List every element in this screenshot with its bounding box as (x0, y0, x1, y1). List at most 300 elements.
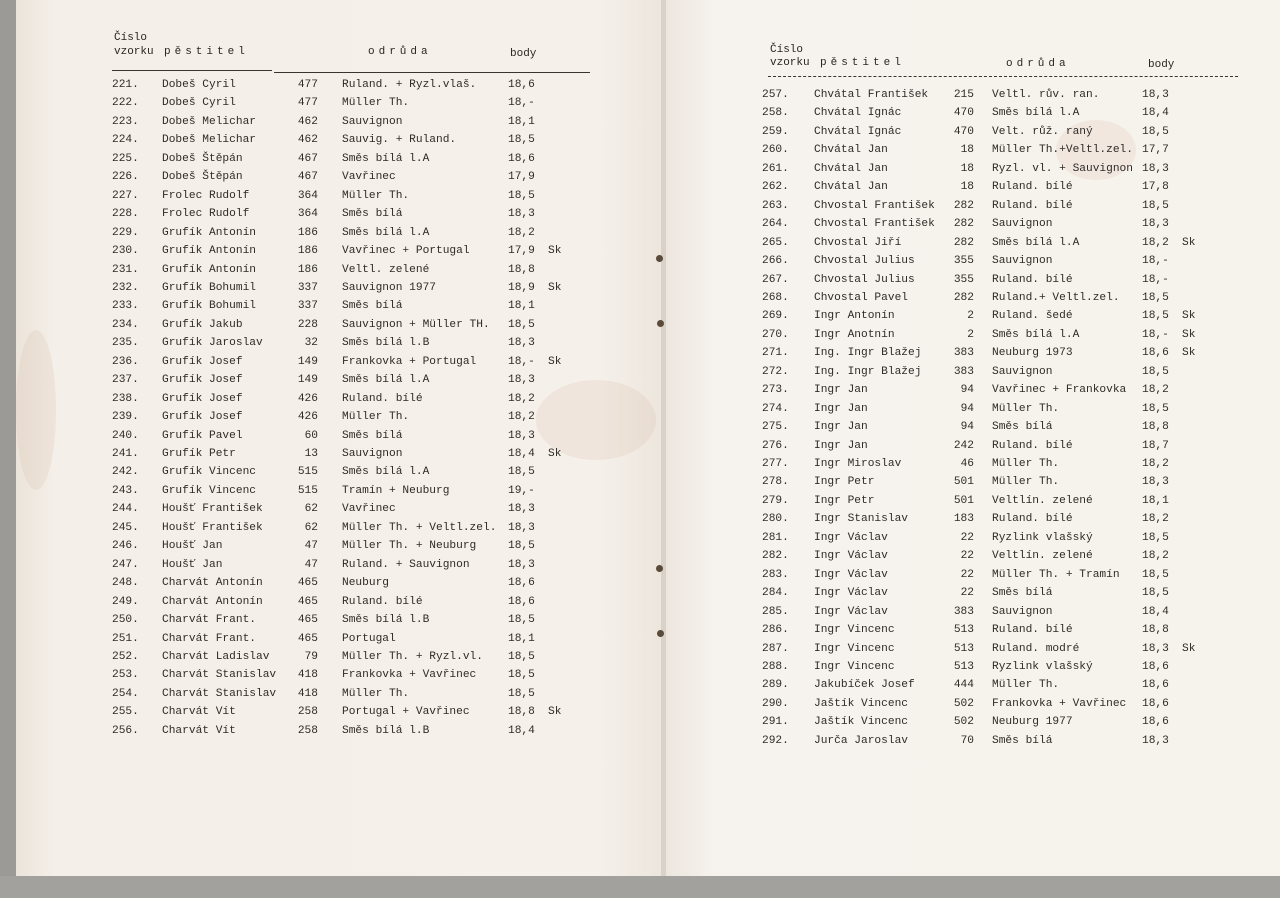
grower-name: Grufík Bohumil (162, 281, 256, 294)
grower-code: 62 (304, 503, 318, 516)
table-row (762, 215, 1272, 233)
points-score: 18,3 (508, 521, 535, 534)
table-row (112, 131, 664, 149)
table-row (762, 381, 1272, 399)
sample-number: 281. (762, 531, 789, 544)
sample-number: 231. (112, 263, 139, 276)
grower-code: 470 (953, 107, 974, 120)
table-row (112, 408, 664, 426)
table-row (762, 713, 1272, 731)
points-score: 18,1 (508, 300, 535, 313)
points-score: 18,3 (1142, 89, 1169, 101)
note-mark: Sk (1182, 310, 1196, 323)
wine-variety: Vavřinec (342, 171, 396, 184)
wine-variety: Portugal (342, 632, 396, 645)
wine-variety: Tramín + Neuburg (342, 484, 450, 497)
grower-code: 22 (960, 568, 974, 581)
sample-number: 245. (112, 521, 139, 534)
wine-variety: Vavřinec + Frankovka (992, 384, 1127, 397)
points-score: 18,5 (508, 614, 535, 627)
sample-number: 247. (112, 558, 139, 571)
sample-number: 229. (112, 226, 139, 239)
points-score: 18,3 (1142, 734, 1169, 747)
header-pestitel: pěstitel (164, 46, 249, 58)
grower-name: Ingr Jan (814, 439, 868, 452)
sample-number: 265. (762, 236, 789, 249)
grower-name: Chvostal František (814, 218, 935, 231)
left-page (16, 0, 664, 880)
sample-number: 243. (112, 484, 139, 497)
paper-stain (16, 330, 56, 490)
wine-variety: Směs bílá (342, 208, 403, 221)
wine-variety: Müller Th. + Neuburg (342, 540, 477, 553)
table-row (762, 307, 1272, 325)
table-row (112, 482, 664, 500)
grower-code: 501 (953, 494, 974, 507)
grower-name: Ingr Václav (814, 605, 888, 618)
grower-name: Charvát Frant. (162, 632, 256, 645)
page-bottom-edge (0, 876, 1280, 898)
grower-code: 47 (304, 558, 318, 571)
points-score: 18,6 (1142, 679, 1169, 692)
staple-hole (657, 630, 664, 637)
grower-code: 465 (297, 577, 318, 590)
grower-code: 470 (953, 125, 974, 138)
table-row (762, 197, 1272, 215)
sample-number: 225. (112, 152, 139, 165)
points-score: 18,3 (508, 429, 535, 442)
points-score: 18,6 (1142, 347, 1169, 360)
sample-number: 240. (112, 429, 139, 442)
points-score: 18,5 (508, 134, 535, 147)
wine-variety: Frankovka + Vavřinec (992, 697, 1127, 710)
table-row (762, 344, 1272, 362)
sample-number: 222. (112, 97, 139, 110)
points-score: 18,4 (1142, 107, 1169, 120)
table-row (112, 722, 664, 740)
grower-code: 465 (297, 632, 318, 645)
sample-number: 267. (762, 273, 789, 286)
note-mark: Sk (1182, 642, 1196, 655)
grower-name: Chvátal Ignác (814, 107, 902, 120)
grower-name: Chvátal Ignác (814, 125, 902, 138)
grower-name: Grufík Pavel (162, 429, 243, 442)
wine-variety: Sauvignon 1977 (342, 281, 436, 294)
sample-number: 288. (762, 660, 789, 673)
wine-variety: Frankovka + Portugal (342, 355, 477, 368)
wine-variety: Směs bílá (992, 421, 1053, 434)
grower-name: Charvát Frant. (162, 614, 256, 627)
table-row (762, 584, 1272, 602)
table-row (112, 390, 664, 408)
points-score: 18,7 (1142, 439, 1169, 452)
grower-code: 282 (953, 199, 974, 212)
table-row (762, 104, 1272, 122)
sample-number: 260. (762, 144, 789, 157)
table-row (762, 400, 1272, 418)
table-row (112, 574, 664, 592)
grower-code: 62 (304, 521, 318, 534)
wine-variety: Sauvignon (992, 605, 1053, 618)
table-row (762, 252, 1272, 270)
sample-number: 258. (762, 107, 789, 120)
grower-name: Grufík Josef (162, 374, 243, 387)
grower-name: Ingr Václav (814, 531, 888, 544)
table-row (112, 316, 664, 334)
table-row (112, 242, 664, 260)
grower-code: 515 (297, 466, 318, 479)
sample-number: 249. (112, 595, 139, 608)
points-score: 18,- (508, 97, 535, 110)
points-score: 18,8 (508, 706, 535, 719)
grower-code: 282 (953, 291, 974, 304)
wine-variety: Ruland. + Sauvignon (342, 558, 470, 571)
grower-code: 364 (297, 189, 318, 202)
grower-code: 444 (953, 679, 974, 692)
wine-variety: Müller Th. + Tramín (992, 568, 1120, 581)
sample-number: 255. (112, 706, 139, 719)
sample-number: 273. (762, 384, 789, 397)
grower-name: Charvát Ladislav (162, 650, 270, 663)
wine-variety: Směs bílá l.B (342, 337, 430, 350)
table-row (762, 289, 1272, 307)
grower-code: 337 (297, 281, 318, 294)
table-row (112, 353, 664, 371)
points-score: 18,8 (1142, 624, 1169, 637)
grower-code: 186 (297, 263, 318, 276)
grower-name: Grufík Vincenc (162, 484, 256, 497)
grower-code: 149 (297, 355, 318, 368)
grower-name: Grufík Antonín (162, 226, 256, 239)
table-row (762, 603, 1272, 621)
table-row (112, 334, 664, 352)
points-score: 18,3 (508, 208, 535, 221)
header-body: body (510, 48, 537, 60)
points-score: 18,- (1142, 328, 1169, 341)
sample-number: 226. (112, 171, 139, 184)
table-row (762, 658, 1272, 676)
wine-variety: Sauvignon + Müller TH. (342, 318, 490, 331)
grower-code: 18 (960, 162, 974, 175)
grower-code: 383 (953, 605, 974, 618)
points-score: 18,5 (508, 189, 535, 202)
grower-name: Dobeš Štěpán (162, 171, 243, 184)
points-score: 18,1 (1142, 494, 1169, 507)
grower-name: Grufík Josef (162, 411, 243, 424)
grower-name: Ingr Miroslav (814, 458, 902, 470)
points-score: 18,2 (1142, 550, 1169, 563)
sample-number: 230. (112, 245, 139, 258)
table-row (112, 371, 664, 389)
grower-name: Charvát Stanislav (162, 687, 277, 700)
grower-code: 22 (960, 531, 974, 544)
wine-variety: Müller Th.+Veltl.zel. (992, 144, 1133, 157)
sample-number: 263. (762, 199, 789, 212)
wine-variety: Sauvig. + Ruland. (342, 134, 457, 147)
wine-variety: Ruland. bílé (992, 439, 1073, 452)
wine-variety: Ruland. bílé (992, 273, 1073, 286)
wine-variety: Veltl. zelené (342, 263, 430, 276)
grower-name: Chvostal Julius (814, 255, 915, 268)
grower-code: 186 (297, 226, 318, 239)
grower-name: Ingr Václav (814, 550, 888, 563)
grower-name: Jaštík Vincenc (814, 716, 908, 729)
grower-name: Frolec Rudolf (162, 208, 250, 221)
points-score: 18,1 (508, 632, 535, 645)
sample-number: 280. (762, 513, 789, 526)
grower-name: Ingr Václav (814, 568, 888, 581)
right-page (666, 0, 1280, 880)
grower-name: Houšť František (162, 503, 263, 516)
wine-variety: Směs bílá l.A (992, 328, 1080, 341)
points-score: 18,2 (1142, 513, 1169, 526)
grower-code: 70 (960, 734, 974, 747)
table-row (762, 732, 1272, 750)
sample-number: 277. (762, 458, 789, 470)
grower-name: Ingr Jan (814, 384, 868, 397)
points-score: 17,7 (1142, 144, 1169, 157)
grower-code: 94 (960, 384, 974, 397)
header-odruda: odrůda (1006, 58, 1070, 70)
grower-code: 258 (297, 724, 318, 737)
sample-number: 284. (762, 587, 789, 600)
wine-variety: Müller Th. (342, 411, 410, 424)
grower-code: 355 (953, 255, 974, 268)
grower-code: 501 (953, 476, 974, 489)
grower-name: Ing. Ingr Blažej (814, 347, 922, 360)
grower-name: Frolec Rudolf (162, 189, 250, 202)
table-row (762, 271, 1272, 289)
sample-number: 250. (112, 614, 139, 627)
sample-number: 235. (112, 337, 139, 350)
table-row (762, 363, 1272, 381)
points-score: 18,5 (508, 540, 535, 553)
sample-number: 224. (112, 134, 139, 147)
points-score: 18,9 (508, 281, 535, 294)
table-row (112, 463, 664, 481)
sample-number: 232. (112, 281, 139, 294)
grower-code: 462 (297, 134, 318, 147)
sample-number: 278. (762, 476, 789, 489)
grower-name: Charvát Vít (162, 706, 236, 719)
points-score: 18,3 (1142, 162, 1169, 175)
sample-number: 292. (762, 734, 789, 747)
points-score: 17,9 (508, 171, 535, 184)
grower-name: Grufík Bohumil (162, 300, 256, 313)
grower-name: Ingr Anotnín (814, 328, 895, 341)
grower-code: 502 (953, 697, 974, 710)
grower-code: 18 (960, 181, 974, 194)
points-score: 18,2 (508, 226, 535, 239)
wine-variety: Ruland. modré (992, 642, 1080, 655)
grower-code: 282 (953, 218, 974, 231)
sample-number: 266. (762, 255, 789, 268)
grower-name: Grufík Petr (162, 448, 236, 460)
table-row (762, 695, 1272, 713)
sample-number: 283. (762, 568, 789, 581)
table-row (112, 261, 664, 279)
table-row (112, 537, 664, 555)
points-score: 17,9 (508, 245, 535, 258)
grower-name: Jaštík Vincenc (814, 697, 908, 710)
sample-number: 241. (112, 448, 139, 460)
sample-number: 282. (762, 550, 789, 563)
wine-variety: Veltl. rův. ran. (992, 89, 1100, 101)
sample-number: 238. (112, 392, 139, 405)
points-score: 18,6 (508, 79, 535, 91)
wine-variety: Směs bílá (342, 300, 403, 313)
sample-number: 234. (112, 318, 139, 331)
grower-code: 186 (297, 245, 318, 258)
wine-variety: Ruland.+ Veltl.zel. (992, 291, 1120, 304)
grower-name: Ingr Vincenc (814, 642, 895, 655)
header-pestitel: pěstitel (820, 57, 905, 69)
wine-variety: Ruland. bílé (992, 624, 1073, 637)
header-vzorku: vzorku (770, 57, 810, 69)
points-score: 18,3 (1142, 642, 1169, 655)
wine-variety: Sauvignon (992, 255, 1053, 268)
wine-variety: Sauvignon (342, 448, 403, 460)
header-rule (112, 70, 272, 71)
wine-variety: Ruland. bílé (992, 181, 1073, 194)
grower-code: 467 (297, 152, 318, 165)
sample-number: 261. (762, 162, 789, 175)
wine-variety: Ryzlink vlašský (992, 660, 1093, 673)
sample-number: 254. (112, 687, 139, 700)
points-score: 18,6 (508, 577, 535, 590)
grower-name: Grufík Antonín (162, 245, 256, 258)
wine-variety: Müller Th. (992, 476, 1060, 489)
grower-code: 94 (960, 421, 974, 434)
grower-name: Dobeš Cyril (162, 97, 236, 110)
grower-name: Grufík Jaroslav (162, 337, 263, 350)
points-score: 18,3 (1142, 476, 1169, 489)
grower-code: 477 (297, 97, 318, 110)
table-row (112, 593, 664, 611)
grower-name: Dobeš Cyril (162, 79, 236, 91)
points-score: 18,2 (1142, 384, 1169, 397)
grower-code: 502 (953, 716, 974, 729)
wine-variety: Ryzl. vl. + Sauvignon (992, 162, 1133, 175)
points-score: 19,- (508, 484, 535, 497)
table-row (112, 297, 664, 315)
grower-name: Chvátal Jan (814, 181, 888, 194)
wine-variety: Portugal + Vavřinec (342, 706, 470, 719)
sample-number: 248. (112, 577, 139, 590)
table-row (762, 547, 1272, 565)
table-row (762, 123, 1272, 141)
sample-number: 286. (762, 624, 789, 637)
table-row (112, 500, 664, 518)
wine-variety: Velt. růž. raný (992, 125, 1093, 138)
points-score: 18,5 (508, 669, 535, 682)
wine-variety: Müller Th. (342, 97, 410, 110)
note-mark: Sk (548, 706, 562, 719)
grower-name: Grufík Vincenc (162, 466, 256, 479)
wine-variety: Sauvignon (342, 115, 403, 128)
wine-variety: Vavřinec + Portugal (342, 245, 470, 258)
table-row (112, 168, 664, 186)
table-row (112, 666, 664, 684)
header-cislo: Číslo (770, 44, 804, 56)
grower-name: Chvostal František (814, 199, 935, 212)
table-row (112, 445, 664, 463)
note-mark: Sk (548, 355, 562, 368)
grower-name: Ingr Václav (814, 587, 888, 600)
grower-code: 13 (304, 448, 318, 460)
table-row (112, 519, 664, 537)
table-row (762, 178, 1272, 196)
wine-variety: Neuburg 1973 (992, 347, 1073, 360)
table-row (112, 427, 664, 445)
sample-number: 290. (762, 697, 789, 710)
grower-code: 513 (953, 642, 974, 655)
table-row (762, 676, 1272, 694)
grower-name: Ingr Petr (814, 494, 875, 507)
grower-code: 513 (953, 660, 974, 673)
table-row (762, 418, 1272, 436)
header-rule (274, 72, 590, 73)
grower-name: Houšť Jan (162, 558, 223, 571)
note-mark: Sk (548, 245, 562, 258)
wine-variety: Veltlín. zelené (992, 550, 1093, 563)
points-score: 18,5 (1142, 291, 1169, 304)
grower-name: Charvát Stanislav (162, 669, 277, 682)
sample-number: 272. (762, 365, 789, 378)
note-mark: Sk (1182, 328, 1196, 341)
wine-variety: Sauvignon (992, 365, 1053, 378)
table-row (112, 630, 664, 648)
wine-variety: Müller Th. (342, 189, 410, 202)
wine-variety: Směs bílá l.A (342, 374, 430, 387)
wine-variety: Frankovka + Vavřinec (342, 669, 477, 682)
sample-number: 236. (112, 355, 139, 368)
wine-variety: Směs bílá (342, 429, 403, 442)
points-score: 18,5 (508, 466, 535, 479)
grower-name: Dobeš Štěpán (162, 152, 243, 165)
sample-number: 270. (762, 328, 789, 341)
wine-variety: Ryzlink vlašský (992, 531, 1093, 544)
sample-number: 242. (112, 466, 139, 479)
wine-variety: Ruland. bílé (992, 199, 1073, 212)
grower-name: Ingr Jan (814, 402, 868, 415)
table-row (762, 437, 1272, 455)
staple-hole (656, 565, 663, 572)
wine-variety: Müller Th. (992, 402, 1060, 415)
points-score: 18,2 (508, 411, 535, 424)
grower-code: 467 (297, 171, 318, 184)
sample-number: 233. (112, 300, 139, 313)
sample-number: 276. (762, 439, 789, 452)
grower-name: Chvátal Jan (814, 144, 888, 157)
points-score: 18,5 (508, 318, 535, 331)
table-row (762, 141, 1272, 159)
grower-code: 418 (297, 669, 318, 682)
points-score: 18,6 (1142, 660, 1169, 673)
note-mark: Sk (548, 448, 562, 460)
points-score: 18,3 (508, 374, 535, 387)
wine-variety: Ruland. + Ryzl.vlaš. (342, 79, 477, 91)
grower-name: Charvát Antonín (162, 577, 263, 590)
grower-name: Grufík Josef (162, 355, 243, 368)
grower-name: Houšť Jan (162, 540, 223, 553)
grower-name: Houšť František (162, 521, 263, 534)
sample-number: 287. (762, 642, 789, 655)
grower-code: 60 (304, 429, 318, 442)
grower-code: 215 (953, 89, 974, 101)
points-score: 18,5 (508, 687, 535, 700)
table-row (762, 234, 1272, 252)
